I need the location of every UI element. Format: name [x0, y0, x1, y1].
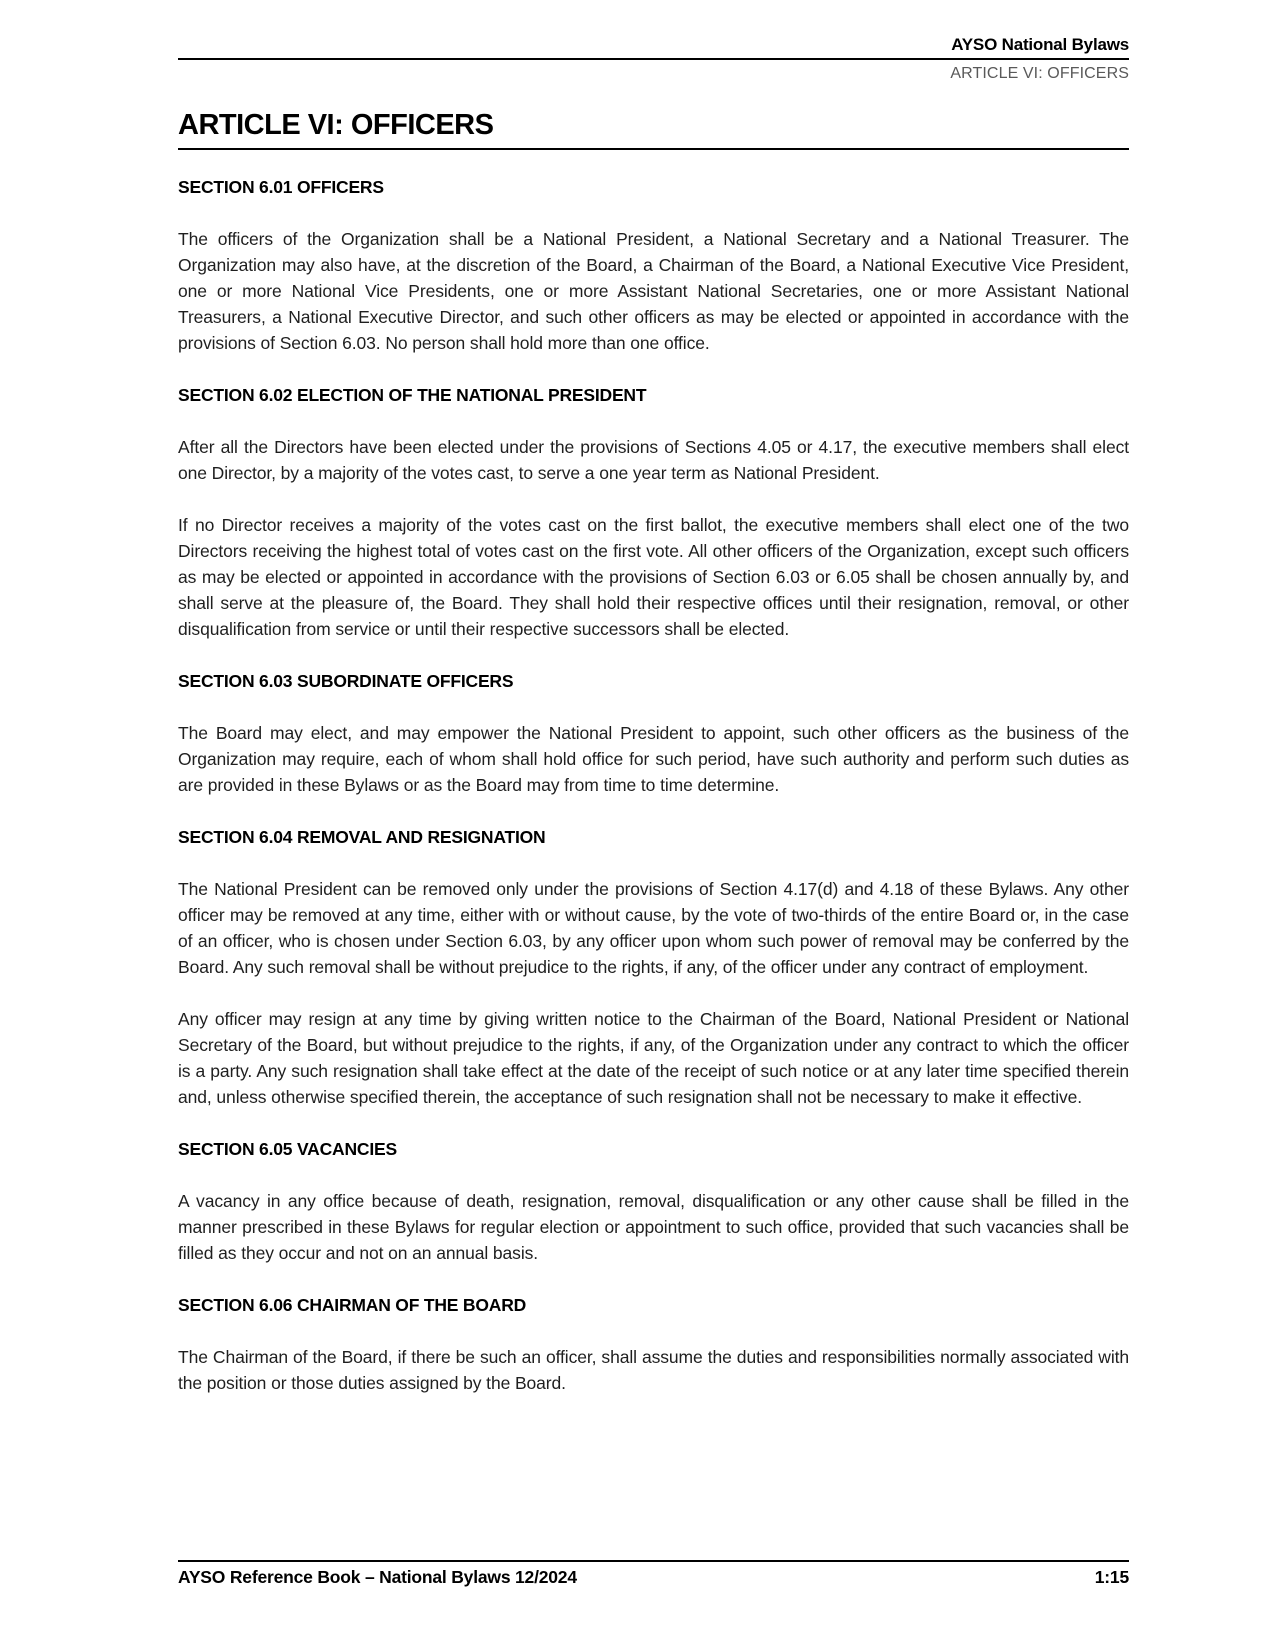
section-heading: SECTION 6.04 REMOVAL AND RESIGNATION — [178, 827, 546, 847]
section-heading: SECTION 6.05 VACANCIES — [178, 1139, 397, 1159]
section-heading: SECTION 6.06 CHAIRMAN OF THE BOARD — [178, 1295, 527, 1315]
section-heading: SECTION 6.03 SUBORDINATE OFFICERS — [178, 671, 514, 691]
section-6-02 — [178, 382, 1129, 642]
document-body — [178, 174, 1129, 1396]
paragraph: The officers of the Organization shall be a National President, a National Secretary and a National Treasurer. The Organization may also have, at the discretion of the Board, a Chairman of the Board, a National Executive Vice President, one or more National Vice Presidents, one or more Assistant National Secretaries, one or more Assistant National Treasurers, a National Executive Director, and such other officers as may be elected or appointed in accordance with the provisions of Section 6.03. No person shall hold more than one office. — [178, 229, 1129, 353]
section-6-01 — [178, 174, 1129, 356]
header-document-title: AYSO National Bylaws — [951, 35, 1129, 54]
page-header — [178, 34, 1129, 84]
paragraph: A vacancy in any office because of death, resignation, removal, disqualification or any other cause shall be filled in the manner prescribed in these Bylaws for regular election or appointment to such office, provided that such vacancies shall be filled as they occur and not on an annual basis. — [178, 1191, 1129, 1263]
footer-page-number: 1:15 — [1094, 1567, 1129, 1587]
section-heading: SECTION 6.02 ELECTION OF THE NATIONAL PRESIDENT — [178, 385, 647, 405]
paragraph: The Board may elect, and may empower the National President to appoint, such other officers as the business of the Organization may require, each of whom shall hold office for such period, have such authority and perform such duties as are provided in these Bylaws or as the Board may from time to time determine. — [178, 723, 1129, 795]
footer-book-title: AYSO Reference Book – National Bylaws 12/2024 — [178, 1567, 577, 1587]
paragraph: After all the Directors have been elected under the provisions of Sections 4.05 or 4.17, the executive members shall elect one Director, by a majority of the votes cast, to serve a one year term as National President. — [178, 437, 1129, 483]
section-6-05 — [178, 1136, 1129, 1266]
paragraph: If no Director receives a majority of the votes cast on the first ballot, the executive members shall elect one of the two Directors receiving the highest total of votes cast on the first vote. All other officers of the Organization, except such officers as may be elected or appointed in accordance with the provisions of Section 6.03 or 6.05 shall be chosen annually by, and shall serve at the pleasure of, the Board. They shall hold their respective offices until their resignation, removal, or other disqualification from service or until their respective successors shall be elected. — [178, 515, 1129, 639]
header-article-label: ARTICLE VI: OFFICERS — [950, 65, 1129, 82]
section-6-04 — [178, 824, 1129, 1110]
paragraph: Any officer may resign at any time by giving written notice to the Chairman of the Board, National President or National Secretary of the Board, but without prejudice to the rights, if any, of the Organization under any contract to which the officer is a party. Any such resignation shall take effect at the date of the receipt of such notice or at any later time specified therein and, unless otherwise specified therein, the acceptance of such resignation shall not be necessary to make it effective. — [178, 1009, 1129, 1107]
page-title: ARTICLE VI: OFFICERS — [178, 109, 494, 141]
section-heading: SECTION 6.01 OFFICERS — [178, 177, 384, 197]
section-6-03 — [178, 668, 1129, 798]
page-footer — [178, 1560, 1129, 1588]
paragraph: The Chairman of the Board, if there be such an officer, shall assume the duties and responsibilities normally associated with the position or those duties assigned by the Board. — [178, 1347, 1129, 1393]
section-6-06 — [178, 1292, 1129, 1396]
paragraph: The National President can be removed only under the provisions of Section 4.17(d) and 4.18 of these Bylaws. Any other officer may be removed at any time, either with or without cause, by the vote of two-thirds of the entire Board or, in the case of an officer, who is chosen under Section 6.03, by any officer upon whom such power of removal may be conferred by the Board. Any such removal shall be without prejudice to the rights, if any, of the officer under any contract of employment. — [178, 879, 1129, 977]
title-rule — [178, 148, 1129, 150]
